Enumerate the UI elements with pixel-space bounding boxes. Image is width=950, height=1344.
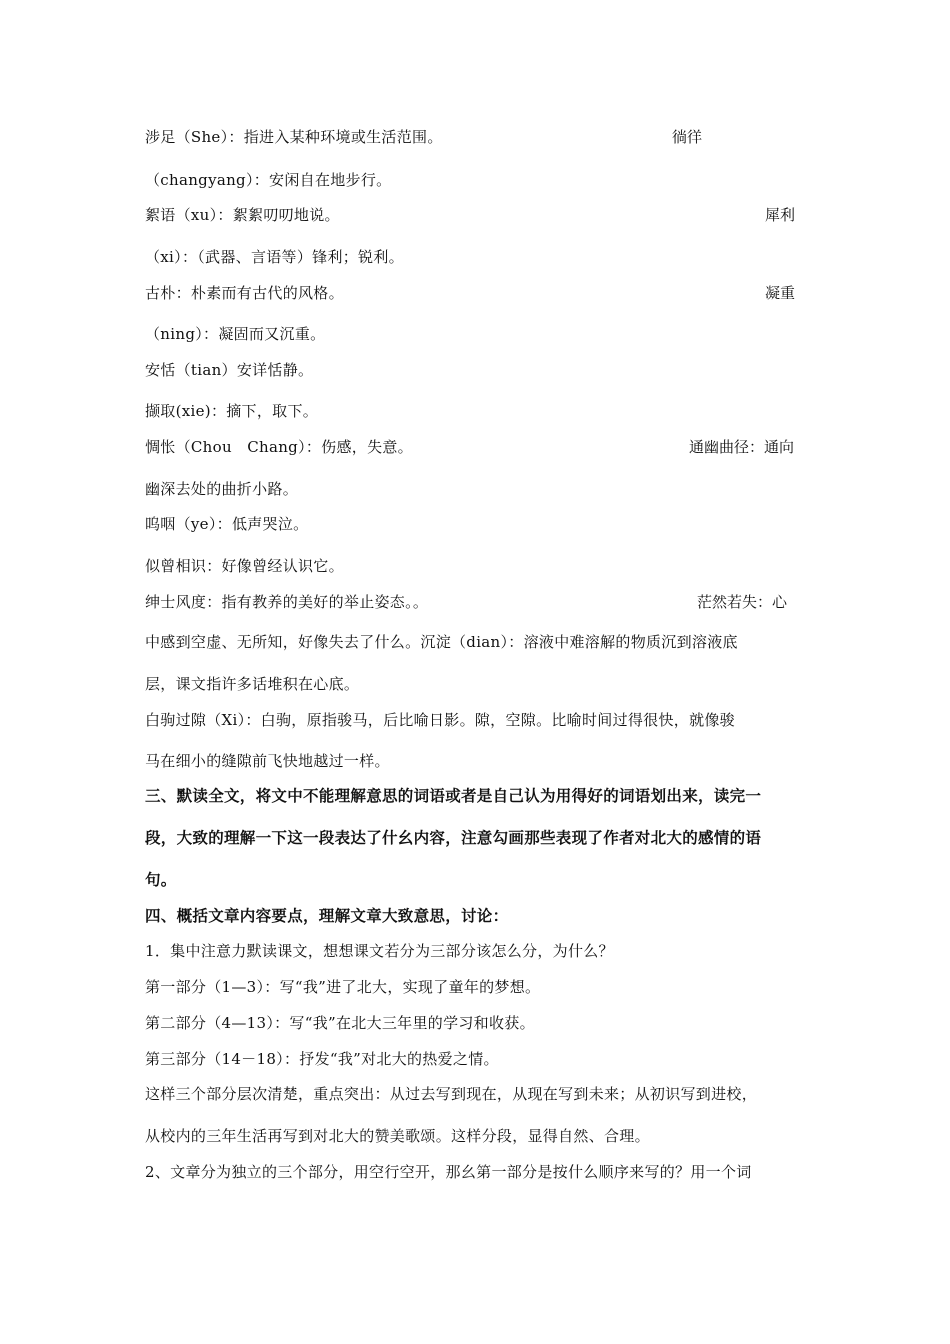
term-xili-def: （xi）：（武器、言语等）锋利；锐利。 xyxy=(145,248,404,266)
term-mangran-head: 茫然若失：心 xyxy=(697,593,788,611)
term-changyang-def: （changyang）：安闲自在地步行。 xyxy=(145,171,392,189)
term-chendian-def: 层，课文指许多话堆积在心底。 xyxy=(145,675,360,693)
term-gupu: 古朴：朴素而有古代的风格。 xyxy=(145,284,344,302)
section-four-heading: 四、概括文章内容要点，理解文章大致意思，讨论： xyxy=(145,906,509,925)
term-shenshi: 绅士风度：指有教养的美好的举止姿态。。 xyxy=(145,593,429,611)
section-three-cont-1: 段，大致的理解一下这一段表达了什幺内容，注意勾画那些表现了作者对北大的感情的语 xyxy=(145,828,762,847)
term-mangran-def: 中感到空虚、无所知，好像失去了什么。沉淀（dian）：溶液中难溶解的物质沉到溶液底 xyxy=(145,633,738,651)
term-changyang-head: 徜徉 xyxy=(672,128,703,146)
term-baiju-cont: 马在细小的缝隙前飞快地越过一样。 xyxy=(145,752,390,770)
summary-1: 这样三个部分层次清楚，重点突出：从过去写到现在，从现在写到未来；从初识写到进校， xyxy=(145,1085,758,1103)
term-tongyou-head: 通幽曲径：通向 xyxy=(689,438,795,456)
section-three-heading: 三、默读全文，将文中不能理解意思的词语或者是自己认为用得好的词语划出来，读完一 xyxy=(145,786,762,805)
term-shezu: 涉足（She）：指进入某种环境或生活范围。 xyxy=(145,128,443,146)
question-2: 2、文章分为独立的三个部分，用空行空开，那幺第一部分是按什么顺序来写的？用一个词 xyxy=(145,1163,752,1181)
term-baiju: 白驹过隙（Xi）：白驹，原指骏马，后比喻日影。隙，空隙。比喻时间过得很快，就像骏 xyxy=(145,711,735,729)
question-1: 1．集中注意力默读课文，想想课文若分为三部分该怎么分，为什么？ xyxy=(145,942,614,960)
summary-2: 从校内的三年生活再写到对北大的赞美歌颂。这样分段，显得自然、合理。 xyxy=(145,1127,650,1145)
part-three: 第三部分（14－18）：抒发“我”对北大的热爱之情。 xyxy=(145,1050,499,1068)
part-two: 第二部分（4—13）：写“我”在北大三年里的学习和收获。 xyxy=(145,1014,535,1032)
term-ningzhong-head: 凝重 xyxy=(765,284,796,302)
term-wuye: 呜咽（ye）：低声哭泣。 xyxy=(145,515,309,533)
term-xuyu: 絮语（xu）：絮絮叨叨地说。 xyxy=(145,206,340,224)
term-xiequ: 撷取(xie)：摘下，取下。 xyxy=(145,402,319,420)
term-sizeng: 似曾相识：好像曾经认识它。 xyxy=(145,557,344,575)
term-ningzhong-def: （ning）：凝固而又沉重。 xyxy=(145,325,326,343)
section-three-cont-2: 句。 xyxy=(145,870,177,889)
part-one: 第一部分（1—3）：写“我”进了北大，实现了童年的梦想。 xyxy=(145,978,541,996)
term-tongyou-def: 幽深去处的曲折小路。 xyxy=(145,480,299,498)
term-xili-head: 犀利 xyxy=(765,206,796,224)
term-antian: 安恬（tian）安详恬静。 xyxy=(145,361,314,379)
term-chouchang: 惆怅（Chou Chang）：伤感，失意。 xyxy=(145,438,413,456)
